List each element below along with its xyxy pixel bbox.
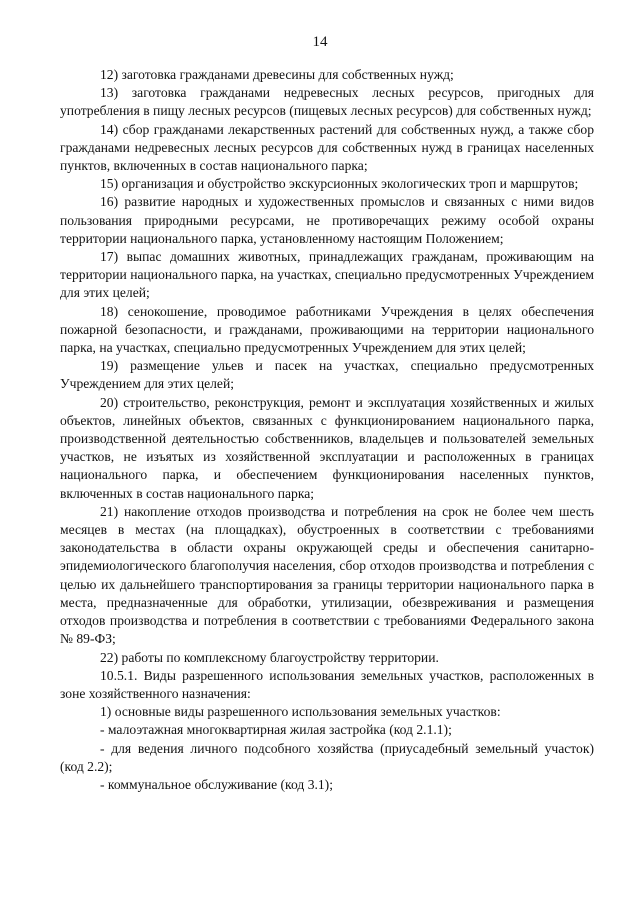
- paragraph-item-18: 18) сенокошение, проводимое работниками Учреждения в целях обеспечения пожарной безопасности, и гражданами, проживающими на территории национального парка, на участках, специально предусмотренных Учреждением для этих целей;: [60, 303, 594, 356]
- paragraph-item-13: 13) заготовка гражданами недревесных лесных ресурсов, пригодных для употребления в пищу лесных ресурсов (пищевых лесных ресурсов) для собственных нужд;: [60, 85, 594, 119]
- paragraph-item-19: 19) размещение ульев и пасек на участках, специально предусмотренных Учреждением для этих целей;: [60, 358, 594, 392]
- paragraph-item-22: 22) работы по комплексному благоустройству территории.: [100, 649, 439, 665]
- paragraph-item-15: 15) организация и обустройство экскурсионных экологических троп и маршрутов;: [100, 176, 579, 192]
- paragraph-item-14: 14) сбор гражданами лекарственных растений для собственных нужд, а также сбор гражданами недревесных лесных ресурсов для собственных нужд в границах населенных пунктов, включенных в состав национального парка;: [60, 121, 594, 174]
- use-item-2-2: - для ведения личного подсобного хозяйства (приусадебный земельный участок) (код 2.2);: [60, 740, 594, 774]
- paragraph-item-17: 17) выпас домашних животных, принадлежащих гражданам, проживающим на территории национального парка, на участках, специально предусмотренных Учреждением для этих целей;: [60, 249, 594, 301]
- paragraph-item-20: 20) строительство, реконструкция, ремонт и эксплуатация хозяйственных и жилых объектов, линейных объектов, связанных с функционированием национального парка, производственной деятельностью собственников, владельцев и пользователей земельных участков, не изъятых из хозяйственной эксплуатации и расположенных в границах национального парка, и обеспечением функционирования населенных пунктов, включенных в состав национального парка;: [60, 394, 594, 501]
- main-uses-heading: 1) основные виды разрешенного использования земельных участков:: [100, 704, 501, 720]
- page-number: 14: [312, 34, 328, 50]
- paragraph-item-16: 16) развитие народных и художественных промыслов и связанных с ними видов пользования природными ресурсами, не противоречащих режиму особой охраны территории национального парка, установленному настоящим Положением;: [60, 194, 594, 246]
- section-heading-10-5-1: 10.5.1. Виды разрешенного использования земельных участков, расположенных в зоне хозяйственного назначения:: [60, 667, 594, 701]
- document-body: [60, 66, 594, 794]
- paragraph-item-12: 12) заготовка гражданами древесины для собственных нужд;: [100, 67, 454, 82]
- paragraph-item-21: 21) накопление отходов производства и потребления на срок не более чем шесть месяцев в местах (на площадках), обустроенных в соответствии с требованиями законодательства в области охраны окружающей среды и обеспечения санитарно-эпидемиологического благополучия населения, сбор отходов производства и потребления с целью их дальнейшего транспортирования за границы территории национального парка в места, предназначенные для обработки, утилизации, обезвреживания и размещения отходов производства и потребления в соответствии с требованиями Федерального закона № 89-ФЗ;: [60, 503, 594, 647]
- use-item-2-1-1: - малоэтажная многоквартирная жилая застройка (код 2.1.1);: [100, 722, 452, 738]
- use-item-3-1: - коммунальное обслуживание (код 3.1);: [100, 776, 333, 792]
